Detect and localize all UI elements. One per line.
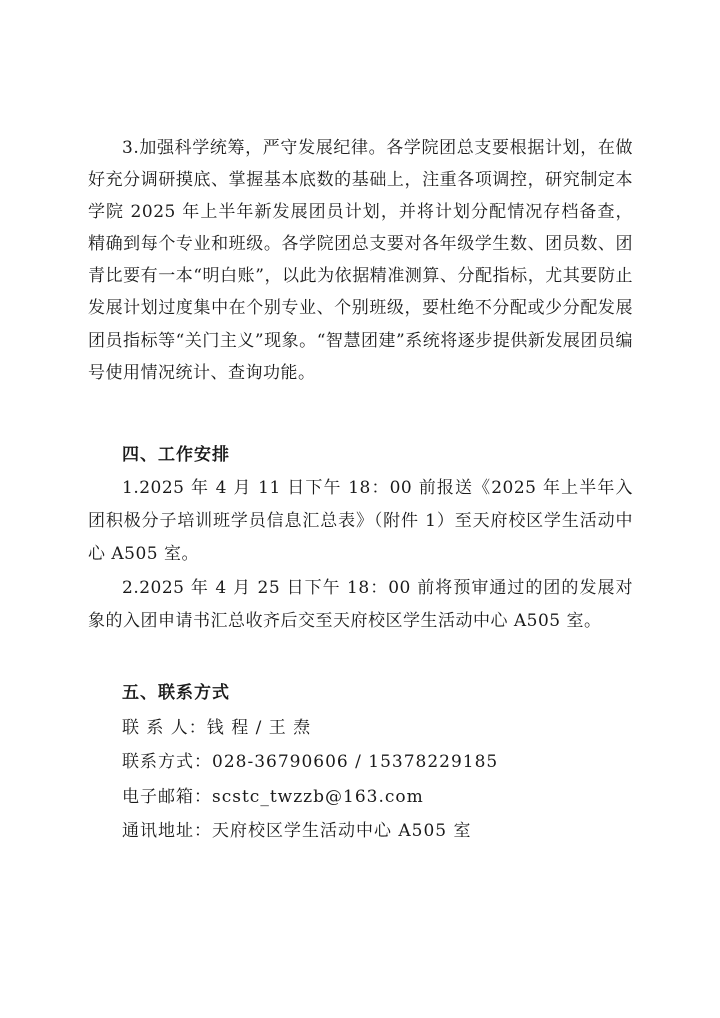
contact-email: 电子邮箱：scstc_twzzb@163.com: [122, 787, 424, 807]
section-heading-contact: 五、联系方式: [122, 683, 230, 703]
schedule-item-1: 1.2025 年 4 月 11 日下午 18：00 前报送《2025 年上半年入团积极分子培训班学员信息汇总表》（附件 1）至天府校区学生活动中心 A505 室。: [88, 478, 633, 564]
contact-address: 通讯地址：天府校区学生活动中心 A505 室: [122, 821, 472, 841]
contact-phone: 联系方式：028-36790606 / 15378229185: [122, 752, 499, 772]
paragraph-planning: 3.加强科学统筹，严守发展纪律。各学院团总支要根据计划，在做好充分调研摸底、掌握基本底数的基础上，注重各项调控，研究制定本学院 2025 年上半年新发展团员计划，并将计划分配情况存档备查，精确到每个专业和班级。各学院团总支要对各年级学生数、团员数、团青比要有一本“明白账”，以此为依据精准测算、分配指标，尤其要防止发展计划过度集中在个别专业、个别班级，要杜绝不分配或少分配发展团员指标等“关门主义”现象。“智慧团建”系统将逐步提供新发展团员编号使用情况统计、查询功能。: [88, 138, 633, 383]
schedule-item-2: 2.2025 年 4 月 25 日下午 18：00 前将预审通过的团的发展对象的入团申请书汇总收齐后交至天府校区学生活动中心 A505 室。: [88, 578, 633, 631]
contact-person: 联 系 人：钱 程 / 王 焘: [122, 718, 312, 738]
section-heading-schedule: 四、工作安排: [122, 445, 230, 465]
